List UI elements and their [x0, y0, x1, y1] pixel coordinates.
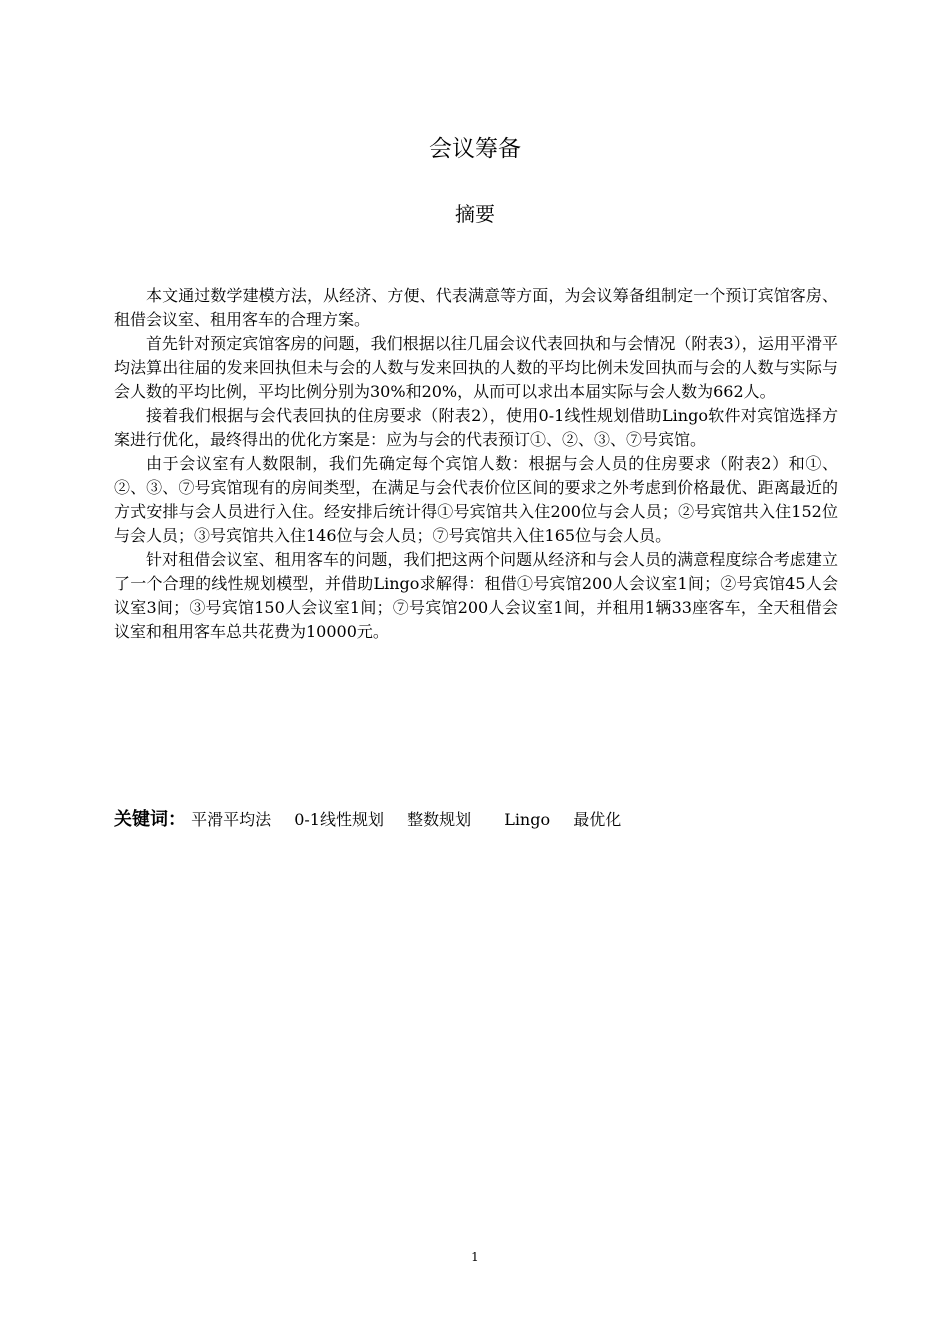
- keyword-item: 0-1线性规划: [294, 810, 384, 829]
- keywords-line: [114, 806, 838, 834]
- keyword-item: 平滑平均法: [191, 810, 272, 829]
- abstract-paragraph: 由于会议室有人数限制，我们先确定每个宾馆人数：根据与会人员的住房要求（附表2）和①、②、③、⑦号宾馆现有的房间类型，在满足与会代表价位区间的要求之外考虑到价格最优、距离最近的方式安排与会人员进行入住。经安排后统计得①号宾馆共入住200位与会人员；②号宾馆共入住152位与会人员；③号宾馆共入住146位与会人员；⑦号宾馆共入住165位与会人员。: [114, 454, 838, 545]
- abstract-heading: 摘要: [455, 202, 495, 226]
- keyword-item: 最优化: [573, 810, 622, 829]
- paper-title: 会议筹备: [429, 136, 521, 162]
- keyword-item: 整数规划: [407, 810, 472, 829]
- page-number: 1: [471, 1250, 479, 1264]
- keyword-item: Lingo: [504, 810, 551, 829]
- abstract-paragraph: 首先针对预定宾馆客房的问题，我们根据以往几届会议代表回执和与会情况（附表3），运用平滑平均法算出往届的发来回执但未与会的人数与发来回执的人数的平均比例未发回执而与会的人数与实际与会人数的平均比例，平均比例分别为30%和20%，从而可以求出本届实际与会人数为662人。: [114, 334, 838, 401]
- abstract-paragraph: 针对租借会议室、租用客车的问题，我们把这两个问题从经济和与会人员的满意程度综合考虑建立了一个合理的线性规划模型，并借助Lingo求解得：租借①号宾馆200人会议室1间；②号宾馆45人会议室3间；③号宾馆150人会议室1间；⑦号宾馆200人会议室1间，并租用1辆33座客车，全天租借会议室和租用客车总共花费为10000元。: [114, 550, 838, 641]
- abstract-body: [114, 284, 838, 644]
- keywords-label: 关键词：: [114, 809, 186, 830]
- abstract-paragraph: 接着我们根据与会代表回执的住房要求（附表2），使用0-1线性规划借助Lingo软件对宾馆选择方案进行优化，最终得出的优化方案是：应为与会的代表预订①、②、③、⑦号宾馆。: [114, 406, 838, 449]
- abstract-paragraph: 本文通过数学建模方法，从经济、方便、代表满意等方面，为会议筹备组制定一个预订宾馆客房、租借会议室、租用客车的合理方案。: [114, 286, 838, 329]
